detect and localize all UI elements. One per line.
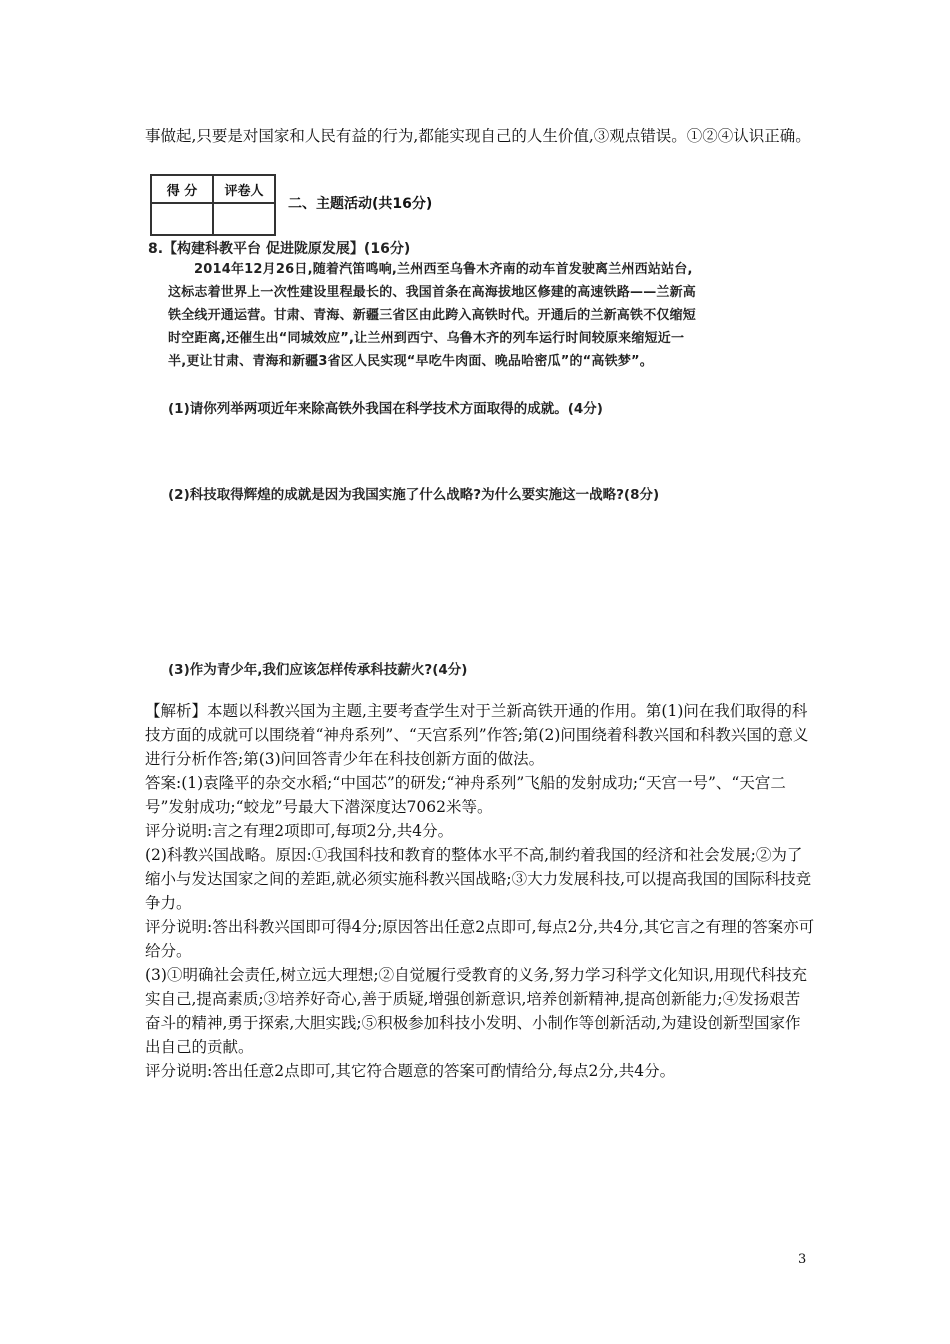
answer-3: (3)①明确社会责任,树立远大理想;②自觉履行受教育的义务,努力学习科学文化知识,用现代科技充实自己,提高素质;③培养好奇心,善于质疑,增强创新意识,培养创新精神,提高创新能力;④发扬艰苦奋斗的精神,勇于探索,大胆实践;⑤积极参加科技小发明、小制作等创新活动,为建设创新型国家作出自己的贡献。 xyxy=(145,966,807,1056)
section-title: 二、主题活动(共16分) xyxy=(288,196,433,212)
scoring-note-1: 评分说明:言之有理2项即可,每项2分,共4分。 xyxy=(145,822,454,840)
sub-question-3: (3)作为青少年,我们应该怎样传承科技薪火?(4分) xyxy=(168,662,468,678)
grader-header: 评卷人 xyxy=(213,175,275,203)
analysis-section xyxy=(145,699,815,1083)
answer-1: 答案:(1)袁隆平的杂交水稻;“中国芯”的研发;“神舟系列”飞船的发射成功;“天宫一号”、“天宫二号”发射成功;“蛟龙”号最大下潜深度达7062米等。 xyxy=(145,774,786,816)
passage-line: 这标志着世界上一次性建设里程最长的、我国首条在高海拔地区修建的高速铁路——兰新高 xyxy=(168,285,697,300)
analysis-intro: 【解析】本题以科教兴国为主题,主要考查学生对于兰新高铁开通的作用。第(1)问在我们取得的科技方面的成就可以围绕着“神舟系列”、“天宫系列”作答;第(2)问围绕着科教兴国和科教兴国的意义进行分析作答;第(3)问回答青少年在科技创新方面的做法。 xyxy=(145,702,809,768)
scoring-note-3: 评分说明:答出任意2点即可,其它符合题意的答案可酌情给分,每点2分,共4分。 xyxy=(145,1062,676,1080)
sub-question-2: (2)科技取得辉煌的成就是因为我国实施了什么战略?为什么要实施这一战略?(8分) xyxy=(168,487,660,503)
score-cell xyxy=(151,203,213,235)
sub-question-1: (1)请你列举两项近年来除高铁外我国在科学技术方面取得的成就。(4分) xyxy=(168,401,603,417)
intro-paragraph: 事做起,只要是对国家和人民有益的行为,都能实现自己的人生价值,③观点错误。①②④认识正确。 xyxy=(145,127,811,145)
passage-line: 半,更让甘肃、青海和新疆3省区人民实现“早吃牛肉面、晚品哈密瓜”的“高铁梦”。 xyxy=(168,354,653,369)
grader-cell xyxy=(213,203,275,235)
scoring-note-2: 评分说明:答出科教兴国即可得4分;原因答出任意2点即可,每点2分,共4分,其它言之有理的答案亦可给分。 xyxy=(145,918,815,960)
score-header: 得 分 xyxy=(151,175,213,203)
question-title: 8.【构建科教平台 促进陇原发展】(16分) xyxy=(148,241,411,257)
page-number: 3 xyxy=(798,1252,807,1267)
passage-line: 时空距离,还催生出“同城效应”,让兰州到西宁、乌鲁木齐的列车运行时间较原来缩短近一 xyxy=(168,331,685,346)
passage-line: 2014年12月26日,随着汽笛鸣响,兰州西至乌鲁木齐南的动车首发驶离兰州西站站台, xyxy=(194,262,693,277)
score-table xyxy=(150,174,276,236)
passage-line: 铁全线开通运营。甘肃、青海、新疆三省区由此跨入高铁时代。开通后的兰新高铁不仅缩短 xyxy=(168,308,697,323)
question-passage xyxy=(168,258,763,373)
answer-2: (2)科教兴国战略。原因:①我国科技和教育的整体水平不高,制约着我国的经济和社会发展;②为了缩小与发达国家之间的差距,就必须实施科教兴国战略;③大力发展科技,可以提高我国的国际科技竞争力。 xyxy=(145,846,812,912)
